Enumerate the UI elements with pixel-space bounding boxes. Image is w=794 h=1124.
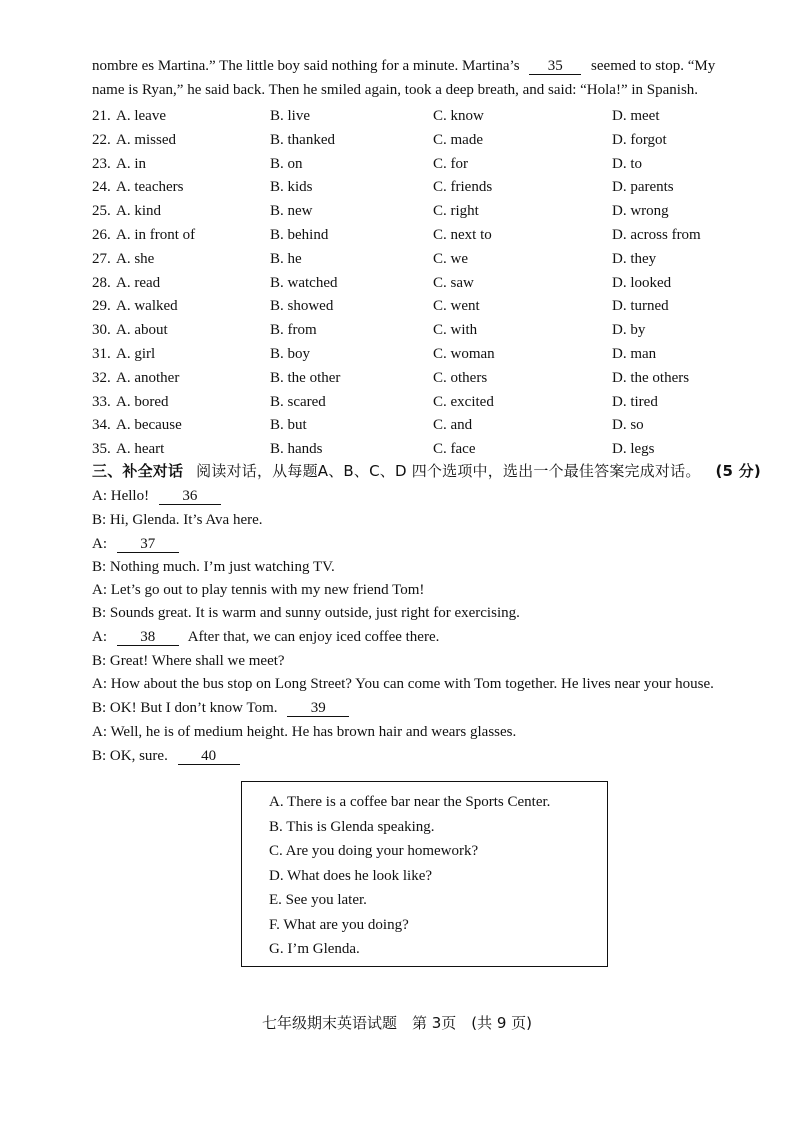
option-a[interactable]: A. read bbox=[116, 275, 161, 291]
option-c[interactable]: C. know bbox=[433, 108, 484, 124]
option-c[interactable]: C. right bbox=[433, 203, 479, 219]
dialogue-line bbox=[92, 488, 221, 505]
dialogue-line: B: Sounds great. It is warm and sunny outside, just right for exercising. bbox=[92, 605, 520, 621]
question-number: 32. bbox=[92, 370, 111, 386]
option-a[interactable]: A. in front of bbox=[116, 227, 196, 243]
blank-38[interactable]: 38 bbox=[117, 629, 179, 646]
option-b[interactable]: B. behind bbox=[270, 227, 329, 243]
passage-text: nombre es Martina.” The little boy said nothing for a minute. Martina’s bbox=[92, 58, 520, 74]
option-b[interactable]: B. boy bbox=[270, 346, 311, 362]
option-d[interactable]: D. looked bbox=[612, 275, 672, 291]
passage-text: seemed to stop. “My bbox=[591, 58, 716, 74]
dialogue-text: After that, we can enjoy iced coffee there. bbox=[187, 629, 440, 645]
option-c[interactable]: C. saw bbox=[433, 275, 474, 291]
section-3-instruction: 阅读对话，从每题A、B、C、D 四个选项中，选出一个最佳答案完成对话。 bbox=[196, 462, 701, 480]
question-number: 31. bbox=[92, 346, 111, 362]
option-b[interactable]: B. watched bbox=[270, 275, 338, 291]
option-a[interactable]: A. kind bbox=[116, 203, 161, 219]
question-number: 23. bbox=[92, 156, 111, 172]
option-c[interactable]: C. for bbox=[433, 156, 468, 172]
option-b[interactable]: B. kids bbox=[270, 179, 313, 195]
dialogue-line bbox=[92, 629, 439, 646]
option-a[interactable]: A. another bbox=[116, 370, 180, 386]
option-b[interactable]: B. live bbox=[270, 108, 310, 124]
question-number: 22. bbox=[92, 132, 111, 148]
option-a[interactable]: A. because bbox=[116, 417, 182, 433]
option-d[interactable]: D. wrong bbox=[612, 203, 669, 219]
page-footer: 七年级期末英语试题 第 3页 (共 9 页) bbox=[261, 1014, 533, 1032]
option-e: E. See you later. bbox=[269, 892, 367, 908]
blank-36[interactable]: 36 bbox=[159, 488, 221, 505]
blank-40[interactable]: 40 bbox=[178, 748, 240, 765]
option-d[interactable]: D. tired bbox=[612, 394, 658, 410]
option-a[interactable]: A. heart bbox=[116, 441, 165, 457]
option-c[interactable]: C. and bbox=[433, 417, 473, 433]
question-number: 21. bbox=[92, 108, 111, 124]
option-d[interactable]: D. forgot bbox=[612, 132, 667, 148]
option-c[interactable]: C. friends bbox=[433, 179, 493, 195]
dialogue-line bbox=[92, 536, 179, 553]
question-number: 34. bbox=[92, 417, 111, 433]
passage-line-1 bbox=[92, 58, 715, 75]
option-a[interactable]: A. walked bbox=[116, 298, 178, 314]
section-3-header bbox=[92, 460, 761, 481]
option-b: B. This is Glenda speaking. bbox=[269, 819, 435, 835]
option-f: F. What are you doing? bbox=[269, 917, 409, 933]
dialogue-text: A: bbox=[92, 629, 107, 645]
option-a[interactable]: A. girl bbox=[116, 346, 156, 362]
option-d[interactable]: D. man bbox=[612, 346, 657, 362]
question-number: 33. bbox=[92, 394, 111, 410]
option-b[interactable]: B. the other bbox=[270, 370, 341, 386]
option-d[interactable]: D. legs bbox=[612, 441, 655, 457]
option-d[interactable]: D. by bbox=[612, 322, 646, 338]
blank-37[interactable]: 37 bbox=[117, 536, 179, 553]
option-d[interactable]: D. turned bbox=[612, 298, 669, 314]
option-a[interactable]: A. bored bbox=[116, 394, 169, 410]
option-a[interactable]: A. in bbox=[116, 156, 146, 172]
passage-line-2: name is Ryan,” he said back. Then he smiled again, took a deep breath, and said: “Hola!” in Spanish. bbox=[92, 82, 699, 98]
option-d[interactable]: D. they bbox=[612, 251, 657, 267]
option-a[interactable]: A. teachers bbox=[116, 179, 184, 195]
option-c[interactable]: C. excited bbox=[433, 394, 494, 410]
option-b[interactable]: B. new bbox=[270, 203, 313, 219]
option-a[interactable]: A. leave bbox=[116, 108, 166, 124]
question-number: 26. bbox=[92, 227, 111, 243]
option-a: A. There is a coffee bar near the Sports Center. bbox=[269, 794, 551, 810]
option-b[interactable]: B. from bbox=[270, 322, 317, 338]
option-c[interactable]: C. went bbox=[433, 298, 480, 314]
blank-39[interactable]: 39 bbox=[287, 700, 349, 717]
dialogue-line: A: Well, he is of medium height. He has brown hair and wears glasses. bbox=[92, 724, 517, 740]
dialogue-text: B: OK, sure. bbox=[92, 748, 168, 764]
option-d[interactable]: D. to bbox=[612, 156, 642, 172]
dialogue-line: A: How about the bus stop on Long Street? You can come with Tom together. He lives near your house. bbox=[92, 676, 714, 692]
question-number: 35. bbox=[92, 441, 111, 457]
dialogue-line: A: Let’s go out to play tennis with my new friend Tom! bbox=[92, 582, 425, 598]
option-b[interactable]: B. he bbox=[270, 251, 302, 267]
question-number: 28. bbox=[92, 275, 111, 291]
section-3-title: 三、补全对话 bbox=[92, 462, 184, 480]
option-c[interactable]: C. with bbox=[433, 322, 478, 338]
option-d[interactable]: D. parents bbox=[612, 179, 674, 195]
question-number: 25. bbox=[92, 203, 111, 219]
option-d: D. What does he look like? bbox=[269, 868, 433, 884]
option-b[interactable]: B. scared bbox=[270, 394, 326, 410]
option-c[interactable]: C. made bbox=[433, 132, 483, 148]
option-a[interactable]: A. she bbox=[116, 251, 155, 267]
dialogue-line bbox=[92, 748, 240, 765]
option-d[interactable]: D. the others bbox=[612, 370, 690, 386]
option-c[interactable]: C. woman bbox=[433, 346, 495, 362]
dialogue-line: B: Nothing much. I’m just watching TV. bbox=[92, 559, 335, 575]
question-number: 24. bbox=[92, 179, 111, 195]
option-a[interactable]: A. missed bbox=[116, 132, 176, 148]
answer-options-box bbox=[241, 781, 608, 967]
option-d[interactable]: D. across from bbox=[612, 227, 701, 243]
dialogue-line bbox=[92, 700, 349, 717]
option-d[interactable]: D. so bbox=[612, 417, 644, 433]
dialogue-line: B: Hi, Glenda. It’s Ava here. bbox=[92, 512, 263, 528]
blank-35[interactable]: 35 bbox=[529, 58, 581, 75]
option-b[interactable]: B. hands bbox=[270, 441, 323, 457]
option-c[interactable]: C. face bbox=[433, 441, 476, 457]
option-a[interactable]: A. about bbox=[116, 322, 168, 338]
option-d[interactable]: D. meet bbox=[612, 108, 660, 124]
dialogue-text: A: Hello! bbox=[92, 488, 150, 504]
option-b[interactable]: B. but bbox=[270, 417, 307, 433]
option-b[interactable]: B. on bbox=[270, 156, 303, 172]
option-b[interactable]: B. thanked bbox=[270, 132, 335, 148]
option-b[interactable]: B. showed bbox=[270, 298, 334, 314]
dialogue-text: B: OK! But I don’t know Tom. bbox=[92, 700, 278, 716]
option-c: C. Are you doing your homework? bbox=[269, 843, 479, 859]
dialogue-text: A: bbox=[92, 536, 107, 552]
section-3-score: (5 分) bbox=[715, 462, 761, 480]
option-c[interactable]: C. next to bbox=[433, 227, 492, 243]
option-g: G. I’m Glenda. bbox=[269, 941, 360, 957]
question-number: 30. bbox=[92, 322, 111, 338]
question-number: 29. bbox=[92, 298, 111, 314]
option-c[interactable]: C. we bbox=[433, 251, 468, 267]
question-number: 27. bbox=[92, 251, 111, 267]
dialogue-line: B: Great! Where shall we meet? bbox=[92, 653, 285, 669]
option-c[interactable]: C. others bbox=[433, 370, 488, 386]
